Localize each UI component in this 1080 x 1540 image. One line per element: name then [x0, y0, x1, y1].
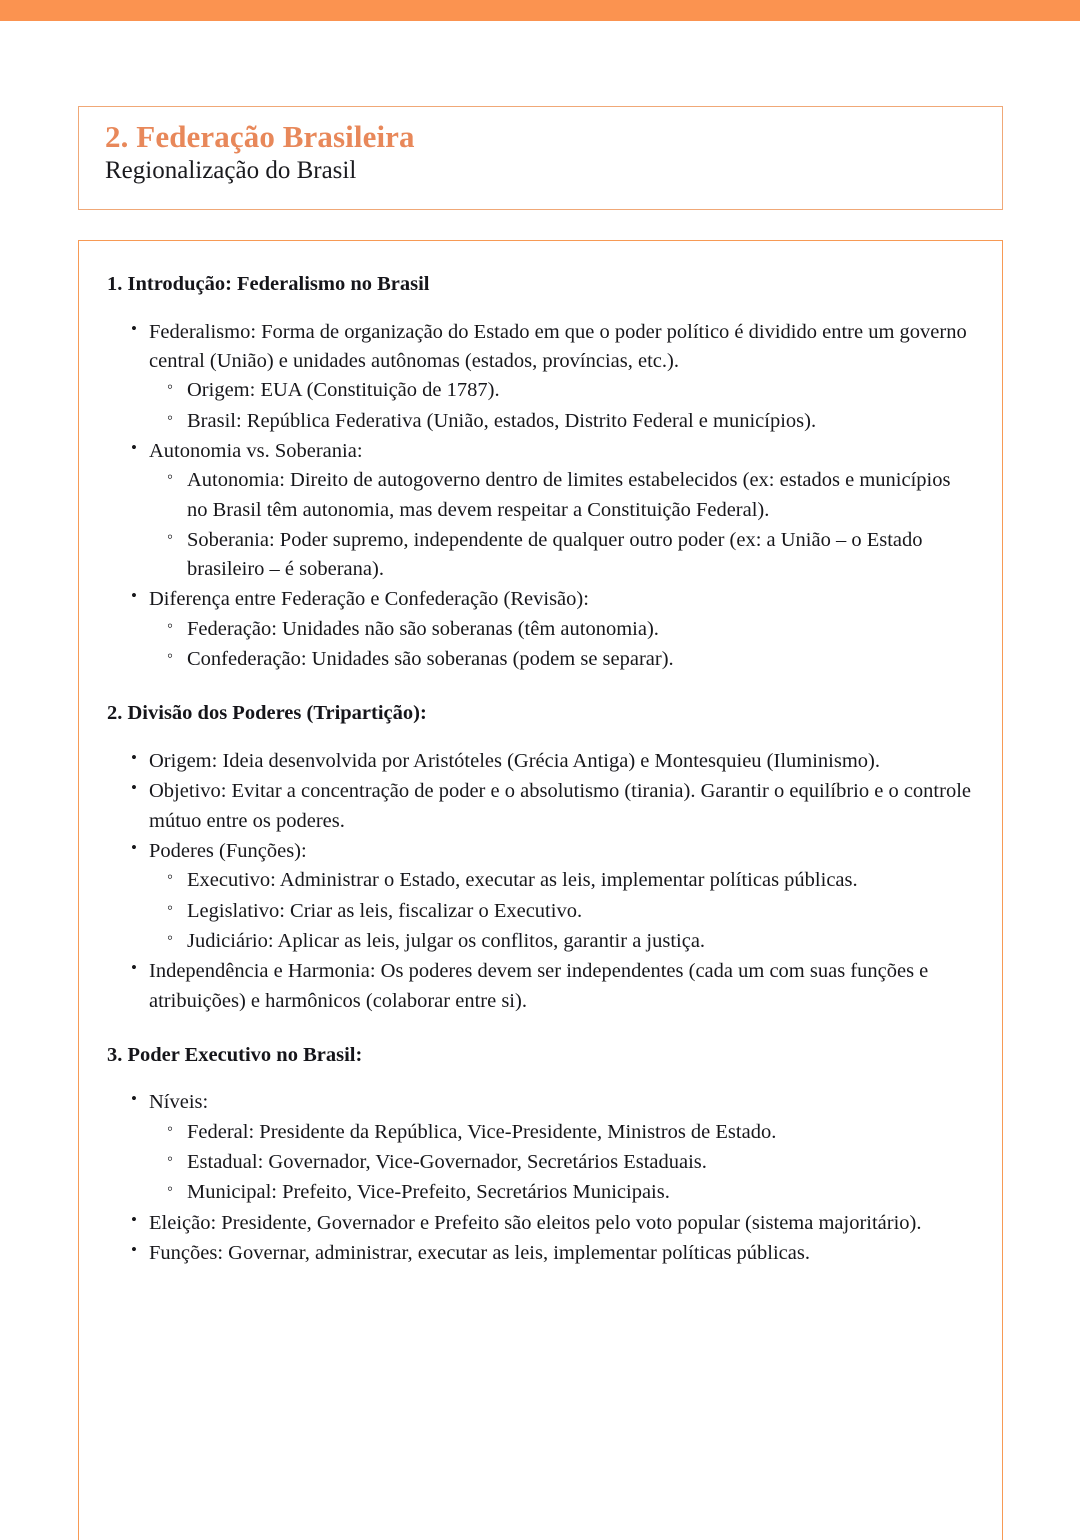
list-item — [107, 1239, 972, 1268]
list-item-text: • Independência e Harmonia: Os poderes devem ser independentes (cada um com suas funções e atribuições) e harmônicos (colaborar entre si). — [149, 960, 929, 1012]
list-item-text: • Diferença entre Federação e Confederação (Revisão): — [149, 588, 589, 611]
list-item-text: • Níveis: — [149, 1091, 209, 1114]
content-sections — [79, 241, 1002, 1268]
sub-bullet-list — [149, 1118, 972, 1208]
list-item — [107, 437, 972, 585]
sub-list-item: ◦ Origem: EUA (Constituição de 1787). — [149, 376, 972, 405]
list-item — [107, 837, 972, 956]
sub-list-item: ◦ Brasil: República Federativa (União, estados, Distrito Federal e municípios). — [149, 407, 972, 436]
sub-list-item: ◦ Federação: Unidades não são soberanas (têm autonomia). — [149, 615, 972, 644]
document-content-box — [78, 240, 1003, 1540]
sub-list-item: ◦ Estadual: Governador, Vice-Governador, Secretários Estaduais. — [149, 1148, 972, 1177]
sub-bullet-list — [149, 615, 972, 675]
top-accent-band — [0, 0, 1080, 21]
header-content — [79, 107, 1002, 185]
list-item-text: • Poderes (Funções): — [149, 839, 307, 862]
list-item — [107, 957, 972, 1016]
page-subtitle: Regionalização do Brasil — [105, 156, 357, 184]
section-block — [107, 1042, 972, 1269]
list-item-text: • Eleição: Presidente, Governador e Prefeito são eleitos pelo voto popular (sistema majoritário). — [149, 1211, 922, 1234]
sub-list-item: ◦ Legislativo: Criar as leis, fiscalizar o Executivo. — [149, 897, 972, 926]
sub-bullet-list — [149, 376, 972, 436]
section-heading: 2. Divisão dos Poderes (Tripartição): — [107, 702, 427, 725]
list-item-text: • Autonomia vs. Soberania: — [149, 439, 363, 462]
sub-list-item: ◦ Executivo: Administrar o Estado, executar as leis, implementar políticas públicas. — [149, 866, 972, 895]
list-item-text: • Origem: Ideia desenvolvida por Aristóteles (Grécia Antiga) e Montesquieu (Iluminismo). — [149, 750, 880, 773]
list-item-text: • Funções: Governar, administrar, executar as leis, implementar políticas públicas. — [149, 1242, 810, 1265]
list-item — [107, 585, 972, 674]
sub-list-item: ◦ Federal: Presidente da República, Vice-Presidente, Ministros de Estado. — [149, 1118, 972, 1147]
sub-list-item: ◦ Autonomia: Direito de autogoverno dentro de limites estabelecidos (ex: estados e municípios no Brasil têm autonomia, mas devem respeitar a Constituição Federal). — [149, 466, 972, 525]
sub-list-item: ◦ Judiciário: Aplicar as leis, julgar os conflitos, garantir a justiça. — [149, 927, 972, 956]
bullet-list — [107, 747, 972, 1016]
list-item — [107, 777, 972, 836]
list-item — [107, 318, 972, 436]
sub-list-item: ◦ Municipal: Prefeito, Vice-Prefeito, Secretários Municipais. — [149, 1178, 972, 1207]
section-heading: 3. Poder Executivo no Brasil: — [107, 1043, 363, 1066]
section-heading: 1. Introdução: Federalismo no Brasil — [107, 273, 430, 295]
list-item — [107, 1088, 972, 1207]
bullet-list — [107, 318, 972, 675]
sub-list-item: ◦ Soberania: Poder supremo, independente de qualquer outro poder (ex: a União – o Estado brasileiro – é soberana). — [149, 526, 972, 585]
sub-bullet-list — [149, 866, 972, 956]
section-block — [107, 271, 972, 674]
bullet-list — [107, 1088, 972, 1268]
section-block — [107, 700, 972, 1015]
sub-list-item: ◦ Confederação: Unidades são soberanas (podem se separar). — [149, 645, 972, 674]
list-item — [107, 747, 972, 776]
document-header-box — [78, 106, 1003, 210]
list-item-text: • Objetivo: Evitar a concentração de poder e o absolutismo (tirania). Garantir o equilíbrio e o controle mútuo entre os poderes. — [149, 780, 971, 832]
sub-bullet-list — [149, 466, 972, 584]
list-item — [107, 1209, 972, 1238]
page-title: 2. Federação Brasileira — [105, 119, 415, 154]
list-item-text: • Federalismo: Forma de organização do Estado em que o poder político é dividido entre um governo central (União) e unidades autônomas (estados, províncias, etc.). — [149, 320, 967, 372]
